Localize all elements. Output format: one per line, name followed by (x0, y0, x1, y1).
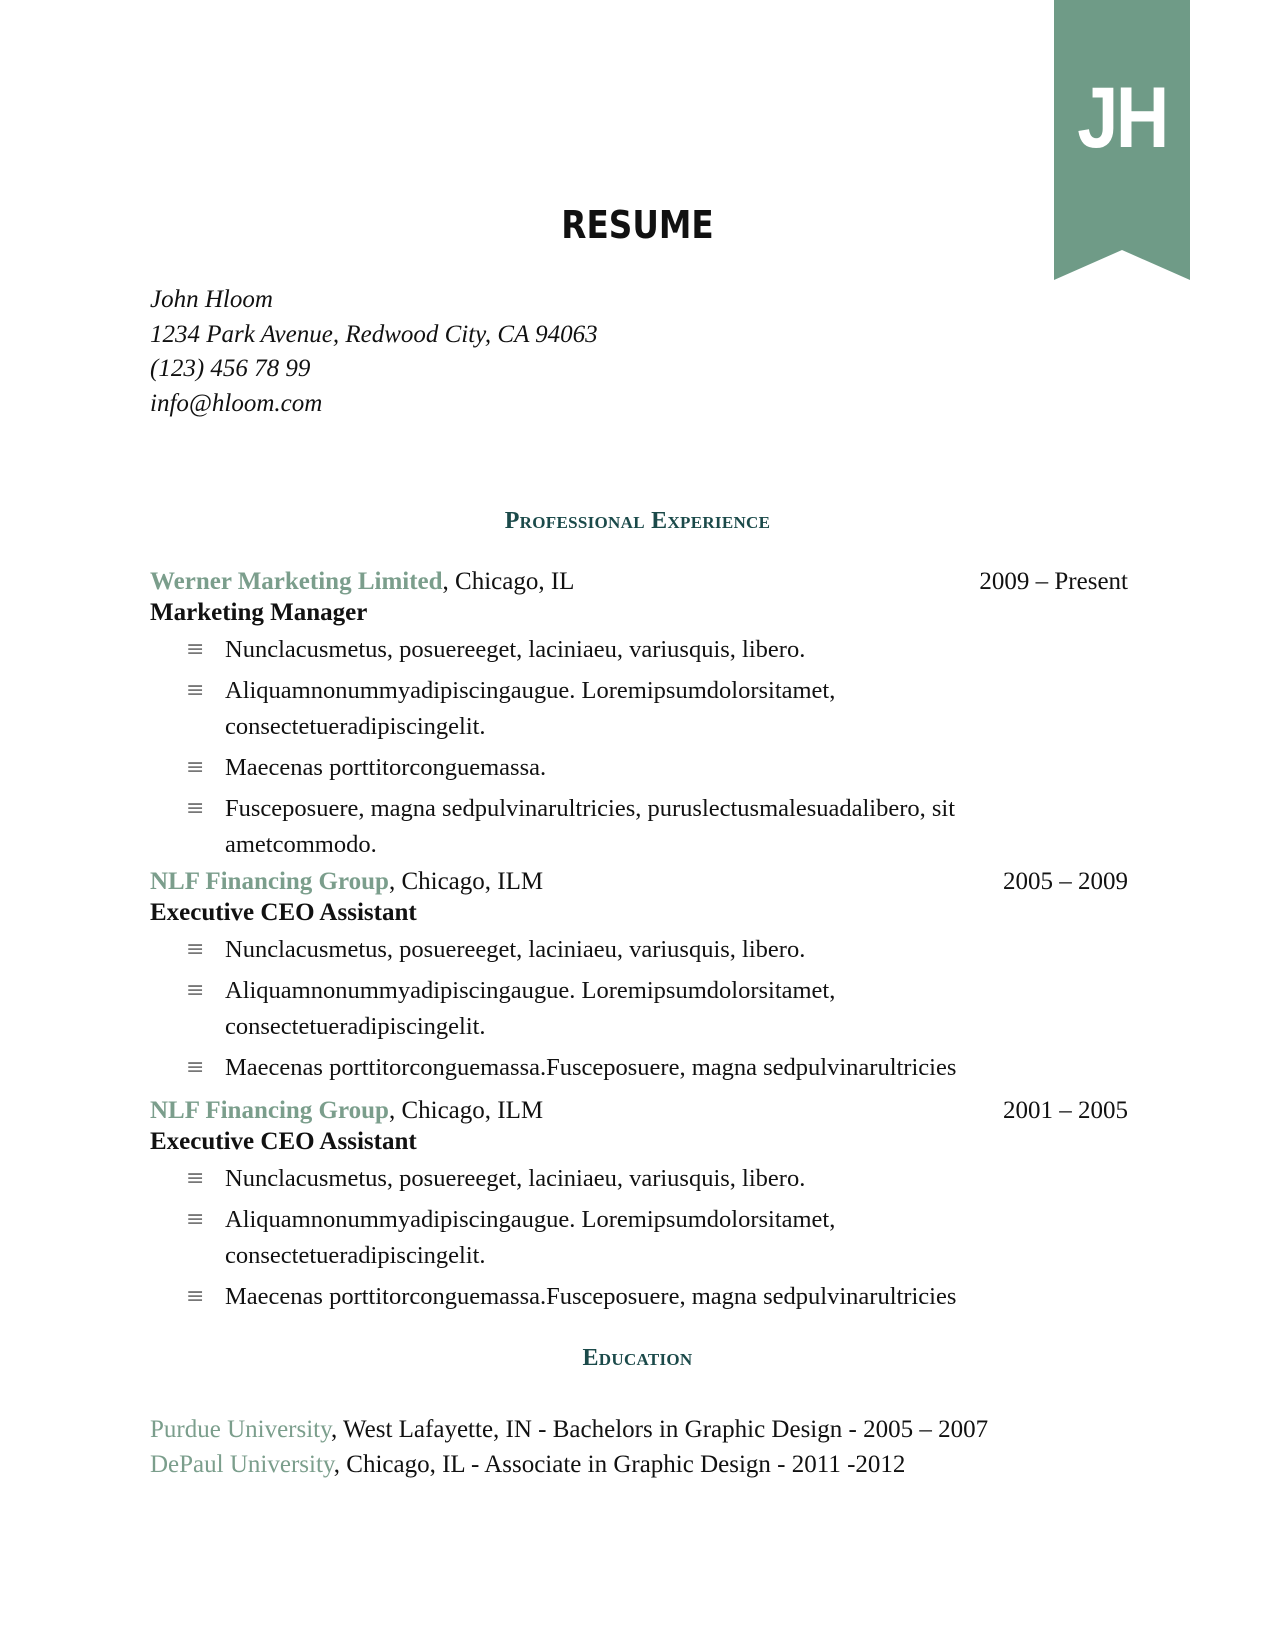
bullet-text: Aliquamnonummyadipiscingaugue. Loremipsumdolorsitamet, consectetueradipiscingelit. (225, 977, 836, 1040)
bullet-text: Aliquamnonummyadipiscingaugue. Loremipsumdolorsitamet, consectetueradipiscingelit. (225, 1206, 836, 1269)
menu-lines-icon: ≡ (186, 1207, 205, 1232)
contact-phone: (123) 456 78 99 (150, 355, 311, 382)
bullet-text: Aliquamnonummyadipiscingaugue. Loremipsumdolorsitamet, consectetueradipiscingelit. (225, 677, 836, 740)
education-details: , West Lafayette, IN - Bachelors in Graphic Design - 2005 – 2007 (331, 1416, 989, 1443)
education-entry (150, 1412, 988, 1447)
education-school: Purdue University (150, 1416, 331, 1443)
job-entry (150, 1095, 1128, 1320)
contact-name: John Hloom (150, 286, 273, 313)
list-item (150, 1161, 1075, 1197)
job-entry (150, 866, 1128, 1091)
list-item (150, 632, 1075, 668)
contact-email: info@hloom.com (150, 389, 323, 417)
menu-lines-icon: ≡ (186, 978, 205, 1003)
education-heading: Education (582, 1345, 693, 1371)
menu-lines-icon: ≡ (186, 796, 205, 821)
bullet-text: Fusceposuere, magna sedpulvinarultricies, puruslectusmalesuadalibero, sit ametcommodo. (225, 795, 956, 858)
bullet-text: Maecenas porttitorconguemassa.Fusceposuere, magna sedpulvinarultricies (225, 1054, 957, 1081)
job-bullets (150, 632, 1128, 863)
bullet-text: Nunclacusmetus, posuereeget, laciniaeu, variusquis, libero. (225, 1165, 806, 1192)
job-bullets (150, 1161, 1128, 1315)
list-item (150, 791, 1075, 863)
job-company: NLF Financing Group (150, 868, 389, 895)
list-item (150, 973, 1075, 1045)
job-entry (150, 566, 1128, 868)
menu-lines-icon: ≡ (186, 1166, 205, 1191)
job-header (150, 1095, 1128, 1127)
menu-lines-icon: ≡ (186, 937, 205, 962)
job-role: Executive CEO Assistant (150, 899, 417, 926)
menu-lines-icon: ≡ (186, 637, 205, 662)
menu-lines-icon: ≡ (186, 1055, 205, 1080)
job-role: Executive CEO Assistant (150, 1128, 417, 1155)
list-item (150, 932, 1075, 968)
bullet-text: Maecenas porttitorconguemassa.Fusceposuere, magna sedpulvinarultricies (225, 1283, 957, 1310)
education-details: , Chicago, IL - Associate in Graphic Design - 2011 -2012 (333, 1451, 906, 1478)
menu-lines-icon: ≡ (186, 1284, 205, 1309)
contact-address: 1234 Park Avenue, Redwood City, CA 94063 (150, 320, 598, 348)
job-header (150, 566, 1128, 598)
menu-lines-icon: ≡ (186, 755, 205, 780)
experience-heading: Professional Experience (504, 508, 771, 534)
list-item (150, 1202, 1075, 1274)
job-header (150, 866, 1128, 898)
job-dates: 2005 – 2009 (1003, 868, 1128, 895)
job-role: Marketing Manager (150, 599, 368, 626)
bullet-text: Maecenas porttitorconguemassa. (225, 754, 547, 781)
list-item (150, 1050, 1075, 1086)
job-dates: 2001 – 2005 (1003, 1097, 1128, 1124)
education-list (150, 1412, 988, 1482)
job-location: , Chicago, IL (442, 568, 575, 595)
education-school: DePaul University (150, 1451, 334, 1478)
job-company: Werner Marketing Limited (150, 568, 443, 595)
page-title: RESUME (561, 203, 714, 247)
job-location: , Chicago, ILM (388, 868, 544, 895)
bullet-text: Nunclacusmetus, posuereeget, laciniaeu, variusquis, libero. (225, 936, 806, 963)
bullet-text: Nunclacusmetus, posuereeget, laciniaeu, variusquis, libero. (225, 636, 806, 663)
list-item (150, 1279, 1075, 1315)
monogram-text: JH (1077, 70, 1167, 166)
list-item (150, 750, 1075, 786)
job-dates: 2009 – Present (979, 568, 1128, 595)
education-entry (150, 1447, 988, 1482)
job-company: NLF Financing Group (150, 1097, 389, 1124)
menu-lines-icon: ≡ (186, 678, 205, 703)
job-location: , Chicago, ILM (388, 1097, 544, 1124)
job-bullets (150, 932, 1128, 1086)
contact-block (150, 283, 598, 421)
list-item (150, 673, 1075, 745)
